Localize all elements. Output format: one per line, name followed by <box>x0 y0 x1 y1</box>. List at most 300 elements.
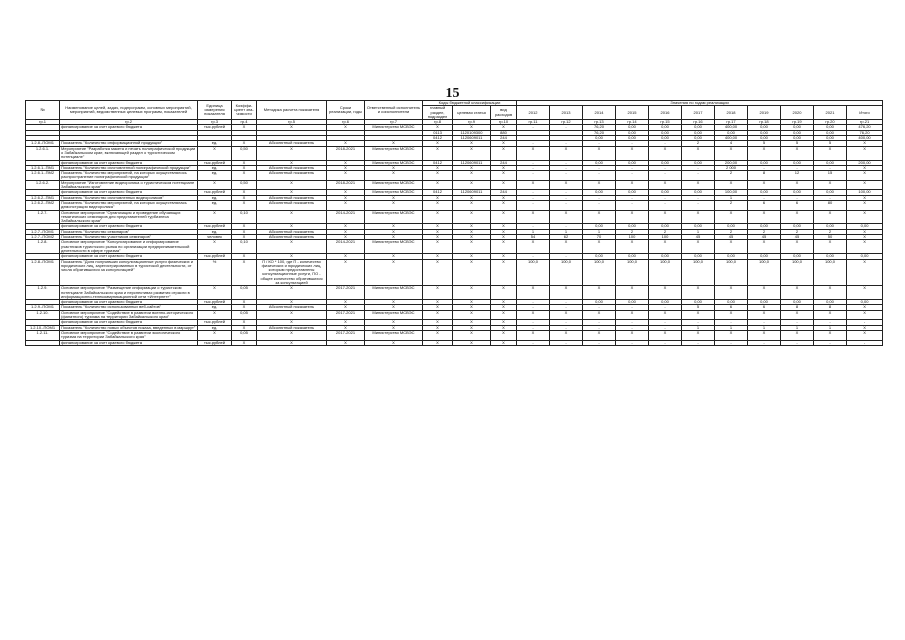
table-cell: X <box>649 330 682 340</box>
table-cell: X <box>327 340 365 345</box>
table-cell: 0,00 <box>781 125 814 130</box>
table-cell: X <box>649 146 682 160</box>
table-cell: X <box>232 305 257 310</box>
table-cell: X <box>781 180 814 190</box>
table-cell: X <box>327 254 365 259</box>
table-cell: 1 <box>781 325 814 330</box>
table-cell: 1 <box>550 229 583 234</box>
table-cell: 0412 <box>423 190 453 195</box>
table-cell: X <box>327 259 365 286</box>
table-cell: X <box>198 240 232 254</box>
table-cell: 45 <box>748 235 781 240</box>
table-cell: 0,50 <box>232 146 257 160</box>
table-cell: 1.2.6.1.-ПМ2 <box>26 171 60 181</box>
table-cell: 1.2.8. <box>26 240 60 254</box>
table-cell: X <box>423 325 453 330</box>
table-cell: X <box>847 146 883 160</box>
table-cell: X <box>365 259 423 286</box>
table-cell: Министерство МСВЭС <box>365 146 423 160</box>
table-cell: X <box>257 310 327 320</box>
table-cell: - <box>583 325 616 330</box>
column-number: гр.14 <box>616 120 649 125</box>
table-cell: ед. <box>198 171 232 181</box>
table-cell: 0,00 <box>649 224 682 229</box>
table-cell: 0,00 <box>583 136 616 141</box>
table-cell: 0,00 <box>583 190 616 195</box>
table-cell: 0,00 <box>748 254 781 259</box>
table-cell: X <box>453 330 491 340</box>
table-cell: 0,00 <box>616 254 649 259</box>
table-cell: - <box>517 171 550 181</box>
table-cell: - <box>649 200 682 210</box>
table-cell: 244 <box>491 160 517 165</box>
table-cell: - <box>616 340 649 345</box>
table-cell: - <box>781 340 814 345</box>
table-cell: 100,0 <box>649 259 682 286</box>
table-cell: тыс.рублей <box>198 190 232 195</box>
table-cell: X <box>847 195 883 200</box>
table-cell: X <box>232 165 257 170</box>
table-cell: X <box>453 340 491 345</box>
table-cell: Показатель "Доля получивших консультационные услуги физических и юридических лиц, зарегистрированных в туристской деятельности, от числа обратившихся за консультацией" <box>60 259 198 286</box>
table-cell: Министерство МСВЭС <box>365 190 423 195</box>
table-cell: X <box>550 310 583 320</box>
table-cell: 1.2.6.2.-ПМ1 <box>26 195 60 200</box>
table-cell: X <box>365 340 423 345</box>
table-cell: 0,00 <box>781 224 814 229</box>
table-cell: X <box>715 310 748 320</box>
table-cell: X <box>715 146 748 160</box>
header-year: 2021 <box>814 106 847 120</box>
header-coef: Коэффи-циент зна-чимости <box>232 101 257 120</box>
table-cell: X <box>517 286 550 300</box>
table-cell: X <box>491 171 517 181</box>
table-cell: X <box>847 286 883 300</box>
table-row <box>26 259 883 286</box>
table-cell: 54 <box>517 235 550 240</box>
table-cell: X <box>682 180 715 190</box>
table-cell: 2014-2021 <box>327 240 365 254</box>
table-cell: 0,00 <box>814 190 847 195</box>
table-cell: X <box>453 146 491 160</box>
table-cell: 0,00 <box>781 254 814 259</box>
table-cell: X <box>748 146 781 160</box>
table-cell: 1.2.8.-ПОМ1 <box>26 141 60 146</box>
table-cell: 0412 <box>423 160 453 165</box>
table-cell: Мероприятие "Изготовление видеоролика о туристическом потенциале Забайкальского края" <box>60 180 198 190</box>
table-cell: X <box>257 160 327 165</box>
table-cell: - <box>814 340 847 345</box>
table-cell: 62 <box>550 235 583 240</box>
table-cell: 1120609011 <box>453 190 491 195</box>
table-cell: 1120609011 <box>453 136 491 141</box>
table-cell: 0,00 <box>781 300 814 305</box>
header-kbk-article: целевая статья <box>453 106 491 120</box>
table-cell: тыс.рублей <box>198 125 232 130</box>
table-cell: 2018-2021 <box>327 146 365 160</box>
table-cell: финансирование за счет краевого бюджета <box>60 300 198 305</box>
table-cell: 76,20 <box>583 125 616 130</box>
table-cell: 45 <box>682 235 715 240</box>
table-cell <box>26 340 60 345</box>
table-cell: 70 <box>583 235 616 240</box>
table-cell: - <box>550 195 583 200</box>
table-cell: Министерство МСВЭС <box>365 160 423 165</box>
table-cell: X <box>327 200 365 210</box>
table-cell: Показатель "Количество новых объектов показа, введенных в маршрут" <box>60 325 198 330</box>
table-cell: 50 <box>814 235 847 240</box>
table-cell: X <box>198 310 232 320</box>
table-cell: X <box>423 224 453 229</box>
table-cell: - <box>517 200 550 210</box>
table-cell: X <box>649 310 682 320</box>
table-cell: финансирование за счет краевого бюджета <box>60 125 198 130</box>
table-cell: ед. <box>198 325 232 330</box>
table-cell: Министерство МСВЭС <box>365 240 423 254</box>
table-cell: X <box>198 210 232 224</box>
table-cell: X <box>257 180 327 190</box>
table-cell: X <box>453 305 491 310</box>
table-cell: 2 <box>748 229 781 234</box>
table-cell: X <box>491 305 517 310</box>
table-cell: тыс.рублей <box>198 320 232 325</box>
table-cell: 1 <box>814 325 847 330</box>
column-number: гр.18 <box>748 120 781 125</box>
table-cell: 0,00 <box>847 224 883 229</box>
table-cell: 0,00 <box>748 224 781 229</box>
table-cell: - <box>550 200 583 210</box>
table-cell: X <box>453 180 491 190</box>
table-cell: X <box>847 305 883 310</box>
table-row <box>26 310 883 320</box>
table-cell: 1 <box>715 195 748 200</box>
table-cell: X <box>453 125 491 130</box>
table-cell: X <box>517 330 550 340</box>
table-cell: - <box>682 171 715 181</box>
column-number: гр.10 <box>491 120 517 125</box>
table-cell: - <box>616 141 649 146</box>
header-period: Сроки реализации, годы <box>327 101 365 120</box>
header-name: Наименование целей, задач, подпрограмм, основных мероприятий, мероприятий, ведомственных целевых программ, показателей <box>60 101 198 120</box>
table-cell: 0,00 <box>814 254 847 259</box>
table-cell: 0,10 <box>232 210 257 224</box>
column-number: гр.5 <box>257 120 327 125</box>
table-cell: 45 <box>715 235 748 240</box>
table-cell: 0,00 <box>814 160 847 165</box>
table-row <box>26 330 883 340</box>
table-cell: X <box>491 224 517 229</box>
header-year: 2015 <box>616 106 649 120</box>
table-cell: X <box>423 310 453 320</box>
table-cell: 0,00 <box>649 190 682 195</box>
table-cell: X <box>327 141 365 146</box>
table-cell: - <box>748 340 781 345</box>
table-row <box>26 200 883 210</box>
table-cell: 1 <box>682 325 715 330</box>
table-cell: 5 <box>748 141 781 146</box>
table-cell: 6 <box>715 305 748 310</box>
table-cell: - <box>583 195 616 200</box>
table-cell: X <box>453 165 491 170</box>
table-cell: X <box>814 310 847 320</box>
table-cell: 0,00 <box>748 125 781 130</box>
table-cell: X <box>257 286 327 300</box>
table-cell: X <box>550 210 583 224</box>
column-number: гр.17 <box>715 120 748 125</box>
table-cell: Показатель "Количество мероприятий, на которых осуществлялась демонстрация видеоролика" <box>60 200 198 210</box>
table-cell: Абсолютный показатель <box>257 235 327 240</box>
table-cell: 100,00 <box>847 190 883 195</box>
table-cell: X <box>781 286 814 300</box>
table-cell: X <box>232 259 257 286</box>
table-cell: 0,00 <box>781 130 814 135</box>
table-cell: X <box>365 171 423 181</box>
table-cell: 200,00 <box>847 160 883 165</box>
table-cell: 100,0 <box>781 259 814 286</box>
table-cell: 0,10 <box>232 240 257 254</box>
table-cell: X <box>423 240 453 254</box>
table-cell: X <box>583 286 616 300</box>
table-cell: финансирование за счет краевого бюджета <box>60 320 198 325</box>
table-cell: - <box>517 325 550 330</box>
table-cell: - <box>517 141 550 146</box>
table-cell: 0,00 <box>682 160 715 165</box>
table-row <box>26 146 883 160</box>
table-cell: 0,00 <box>781 136 814 141</box>
table-cell: X <box>327 229 365 234</box>
table-cell: финансирование за счет краевого бюджета <box>60 224 198 229</box>
table-cell: - <box>649 305 682 310</box>
table-cell: - <box>814 320 847 325</box>
table-cell: Министерство МСВЭС <box>365 125 423 130</box>
table-cell: X <box>814 180 847 190</box>
table-cell: 1.2.7.-ПОМ2 <box>26 235 60 240</box>
table-cell: 2 000 <box>715 165 748 170</box>
table-cell: X <box>327 300 365 305</box>
table-cell: 1.2.9. <box>26 286 60 300</box>
table-cell: финансирование за счет краевого бюджета <box>60 254 198 259</box>
table-cell: - <box>550 224 583 229</box>
table-cell: тыс.рублей <box>198 224 232 229</box>
header-values: Значения по годам реализации <box>517 101 883 106</box>
table-cell: X <box>327 195 365 200</box>
table-cell: X <box>232 235 257 240</box>
table-row <box>26 240 883 254</box>
table-cell: X <box>491 300 517 305</box>
table-cell: X <box>232 229 257 234</box>
table-cell: X <box>814 330 847 340</box>
table-cell: - <box>583 200 616 210</box>
table-cell: - <box>517 300 550 305</box>
table-cell: - <box>517 125 550 130</box>
table-cell: 0,00 <box>682 254 715 259</box>
table-cell: X <box>453 235 491 240</box>
table-cell: - <box>847 320 883 325</box>
table-cell: Абсолютный показатель <box>257 141 327 146</box>
table-cell: X <box>327 320 365 325</box>
table-cell: 100,0 <box>550 259 583 286</box>
table-cell: X <box>616 180 649 190</box>
table-cell: 0,00 <box>781 160 814 165</box>
table-cell: X <box>616 310 649 320</box>
header-year: 2013 <box>550 106 583 120</box>
table-cell: - <box>583 141 616 146</box>
table-cell: 0,00 <box>682 224 715 229</box>
table-cell: X <box>423 141 453 146</box>
table-cell: Абсолютный показатель <box>257 165 327 170</box>
table-cell: - <box>583 320 616 325</box>
table-cell: - <box>649 325 682 330</box>
table-cell: 1.2.7.-ПОМ1 <box>26 229 60 234</box>
table-cell: Показатель "Количество участников семинаров" <box>60 235 198 240</box>
table-cell: Основное мероприятие "Содействие в развитии экологического туризма на территории Забайкальского края" <box>60 330 198 340</box>
table-cell: 45 <box>781 235 814 240</box>
header-num: № <box>26 101 60 120</box>
table-cell: Основное мероприятие "Размещение информации о туристском потенциале Забайкальского края и перспективах развития отрасли в информационно-телекоммуникационной сети «Интернет»" <box>60 286 198 300</box>
table-cell: X <box>616 330 649 340</box>
table-cell: X <box>491 180 517 190</box>
table-cell: Показатель "Количество изготовленной полиграфической продукции" <box>60 165 198 170</box>
table-cell: - <box>814 165 847 170</box>
table-cell: Министерство МСВЭС <box>365 210 423 224</box>
table-cell: - <box>550 190 583 195</box>
table-cell: X <box>423 180 453 190</box>
table-cell: - <box>682 165 715 170</box>
table-cell: - <box>748 320 781 325</box>
column-number: гр.15 <box>649 120 682 125</box>
table-cell: X <box>327 171 365 181</box>
table-cell: X <box>847 180 883 190</box>
table-cell: X <box>715 210 748 224</box>
table-cell: X <box>453 254 491 259</box>
table-cell: X <box>682 240 715 254</box>
header-year: Итого <box>847 106 883 120</box>
table-cell: X <box>257 254 327 259</box>
table-cell: - <box>649 141 682 146</box>
table-cell: X <box>453 320 491 325</box>
table-cell: - <box>616 200 649 210</box>
table-cell: 244 <box>491 190 517 195</box>
table-cell: X <box>781 310 814 320</box>
table-cell: Абсолютный показатель <box>257 195 327 200</box>
table-cell: X <box>847 325 883 330</box>
table-cell: 0,00 <box>682 300 715 305</box>
table-cell: 1.2.8.-ПОМ1 <box>26 259 60 286</box>
header-kbk-section: главный раздел, подраздел <box>423 106 453 120</box>
table-cell: X <box>682 286 715 300</box>
header-responsible: Ответственный исполнитель и соисполнители <box>365 101 423 120</box>
table-cell: тыс.рублей <box>198 254 232 259</box>
table-cell: - <box>517 224 550 229</box>
table-cell: X <box>198 330 232 340</box>
table-cell: Министерство МСВЭС <box>365 330 423 340</box>
table-cell: 200,00 <box>715 160 748 165</box>
table-cell: 0,00 <box>847 254 883 259</box>
table-cell: 2 <box>715 200 748 210</box>
column-number: гр.13 <box>583 120 616 125</box>
table-cell: - <box>616 165 649 170</box>
header-year: 2014 <box>583 106 616 120</box>
table-cell: 1120109300 <box>453 130 491 135</box>
table-cell: 2018-2021 <box>327 180 365 190</box>
table-cell: X <box>550 240 583 254</box>
table-cell: X <box>847 141 883 146</box>
column-number: гр.20 <box>814 120 847 125</box>
table-cell: 0,00 <box>616 130 649 135</box>
table-cell: 0,00 <box>847 300 883 305</box>
table-cell: X <box>847 200 883 210</box>
table-cell: X <box>491 325 517 330</box>
table-cell: Мероприятие "Разработка макета и печать полиграфической продукции о Забайкальском крае, включающей раздел о туристическом потенциале" <box>60 146 198 160</box>
table-cell: 0,05 <box>232 310 257 320</box>
table-cell: X <box>423 146 453 160</box>
table-cell: ед. <box>198 305 232 310</box>
table-cell: Основное мероприятие "Содействие в развитии военно-исторического (фанатного) туризма на территории Забайкальского края" <box>60 310 198 320</box>
table-cell: X <box>232 141 257 146</box>
table-cell: X <box>814 240 847 254</box>
table-cell: X <box>583 180 616 190</box>
table-cell: X <box>232 171 257 181</box>
table-cell: X <box>491 330 517 340</box>
table-cell: - <box>781 195 814 200</box>
table-cell: 0,00 <box>616 224 649 229</box>
table-cell: X <box>232 200 257 210</box>
table-cell: Абсолютный показатель <box>257 229 327 234</box>
table-cell: тыс.рублей <box>198 300 232 305</box>
table-cell: 880 <box>491 130 517 135</box>
table-cell: X <box>327 224 365 229</box>
table-cell: - <box>715 320 748 325</box>
table-cell: X <box>748 330 781 340</box>
table-cell: 0,00 <box>814 136 847 141</box>
column-number: гр.6 <box>327 120 365 125</box>
table-cell: X <box>198 286 232 300</box>
table-cell: X <box>232 195 257 200</box>
table-cell: - <box>781 320 814 325</box>
table-cell: X <box>517 310 550 320</box>
table-cell: 80 <box>814 200 847 210</box>
table-cell: финансирование за счет краевого бюджета <box>60 190 198 195</box>
table-cell: X <box>550 180 583 190</box>
table-cell: X <box>232 340 257 345</box>
table-cell: - <box>517 190 550 195</box>
table-cell: 0,00 <box>682 125 715 130</box>
table-cell: 1 <box>517 229 550 234</box>
table-row <box>26 171 883 181</box>
table-cell: Показатель "Количество информационной продукции" <box>60 141 198 146</box>
table-cell: - <box>847 340 883 345</box>
table-cell: X <box>781 146 814 160</box>
table-cell: X <box>847 235 883 240</box>
table-cell: X <box>491 210 517 224</box>
header-year: 2018 <box>715 106 748 120</box>
table-cell: X <box>327 305 365 310</box>
column-number: гр.1 <box>26 120 60 125</box>
table-cell: 1120609011 <box>453 160 491 165</box>
table-cell: X <box>327 160 365 165</box>
column-number: гр.3 <box>198 120 232 125</box>
table-cell: X <box>649 210 682 224</box>
table-cell: X <box>257 340 327 345</box>
table-cell: 0,00 <box>649 130 682 135</box>
table-cell: - <box>583 171 616 181</box>
table-cell: X <box>423 171 453 181</box>
table-cell: % <box>198 259 232 286</box>
table-cell: X <box>453 240 491 254</box>
table-cell: X <box>365 224 423 229</box>
table-cell: тыс.рублей <box>198 340 232 345</box>
table-cell: 100,0 <box>814 259 847 286</box>
